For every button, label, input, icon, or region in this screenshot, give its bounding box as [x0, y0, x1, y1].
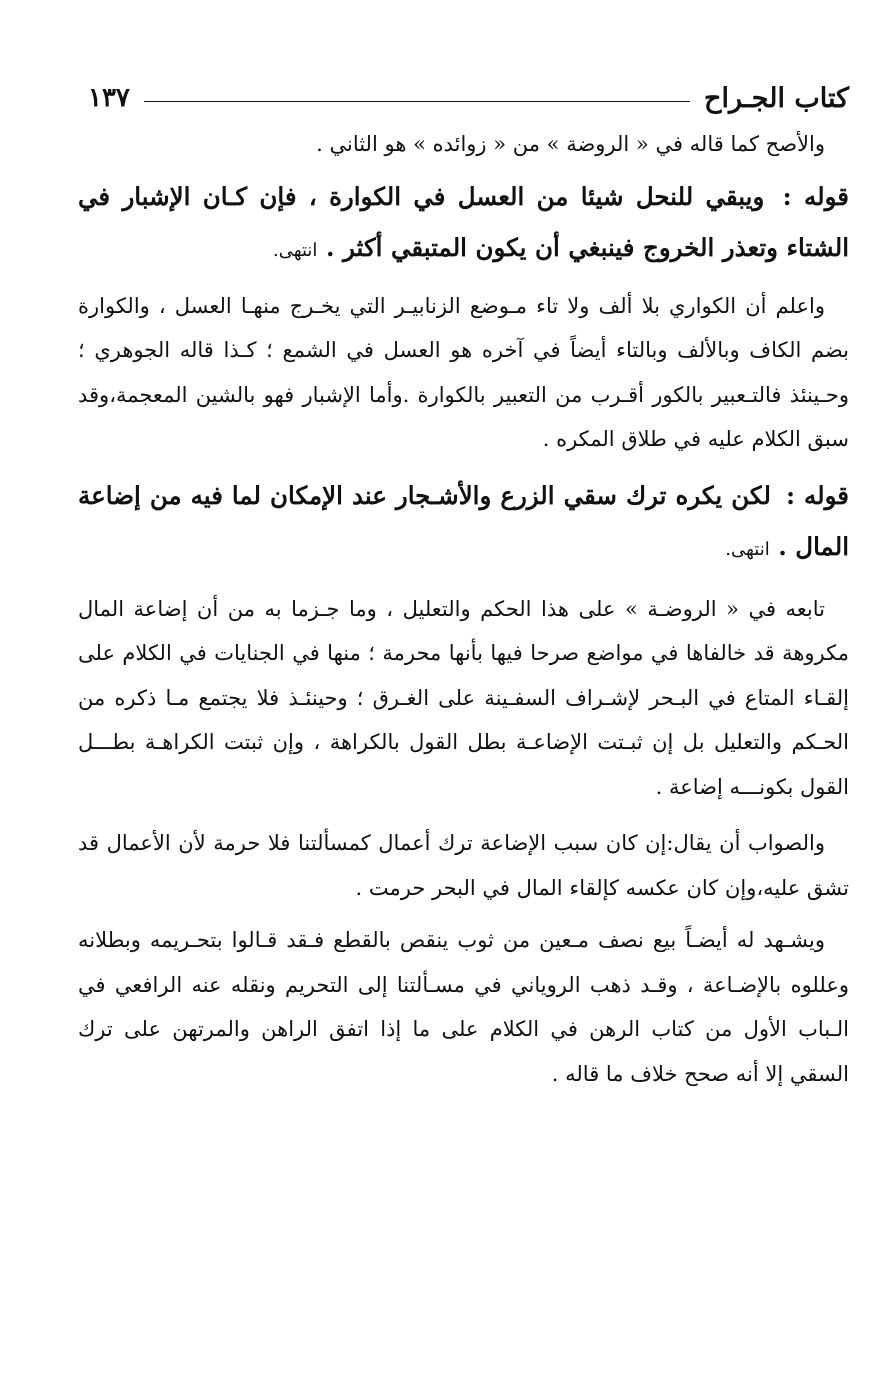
paragraph-3: تابعه في « الروضـة » على هذا الحكم والتعليل ، وما جـزما به من أن إضاعة المال مكروهة قد خالفاها في مواضع صرحا فيها بأنها محرمة ؛ منها في الجنايات في الكلام على إلقـاء المتاع في البـحر لإشـراف السفـينة على الغـرق ؛ وحينئـذ فلا يجتمع مـا ذكره من الحـكم والتعليل بل إن ثبـتت الإضاعـة بطل القول بالكراهة ، وإن ثبتت الكراهـة بطـــل القول بكونـــه إضاعة .: [78, 596, 849, 799]
page-number: ١٣٧: [88, 83, 130, 113]
header-rule: [144, 101, 690, 102]
paragraph-5: ويشـهد له أيضـاً بيع نصف مـعين من ثوب ينقص بالقطع فـقد قـالوا بتحـريمه وبطلانه وعللوه بالإضـاعة ، وقـد ذهب الروياني في مسـألتنا إلى التحريم ونقله عنه الرافعي في الـباب الأول من كتاب الرهن في الكلام على ما إذا اتفق الراهن والمرتهن على ترك السقي إلا أنه صحح خلاف ما قاله .: [78, 928, 849, 1086]
paragraph-1: والأصح كما قاله في « الروضة » من « زوائده » هو الثاني .: [316, 132, 825, 156]
chapter-title: كتاب الجـراح: [704, 82, 849, 114]
quote-1-text: ويبقي للنحل شيئا من العسل في الكوارة ، فإن كـان الإشبار في الشتاء وتعذر الخروج فينبغي أن يكون المتبقي أكثر .: [78, 181, 849, 262]
quote-2-text: لكن يكره ترك سقي الزرع والأشـجار عند الإمكان لما فيه من إضاعة المال .: [78, 480, 849, 561]
quote-1: [78, 171, 849, 276]
paragraph-2: واعلم أن الكواري بلا ألف ولا تاء مـوضع الزنابيـر التي يخـرج منهـا العسل ، والكوارة بضم الكاف وبالألف وبالتاء أيضاً في آخره هو العسل في الشمع ؛ كـذا قاله الجوهري ؛ وحـينئذ فالتـعبير بالكور أقـرب من التعبير بالكوارة .وأما الإشبار فهو بالشين المعجمة،وقد سبق الكلام عليه في طلاق المكره .: [78, 293, 849, 451]
quote-1-label: قوله :: [782, 181, 850, 211]
quote-1-end-note: انتهى.: [272, 239, 318, 261]
quote-2: [78, 470, 849, 575]
paragraph-4: والصواب أن يقال:إن كان سبب الإضاعة ترك أعمال كمسألتنا فلا حرمة لأن الأعمال قد تشق عليه،وإن كان عكسه كإلقاء المال في البحر حرمت .: [78, 831, 849, 900]
book-page: [78, 78, 849, 1096]
quote-2-end-note: انتهى.: [725, 538, 770, 560]
running-header: [78, 78, 849, 118]
quote-2-label: قوله :: [785, 480, 849, 510]
